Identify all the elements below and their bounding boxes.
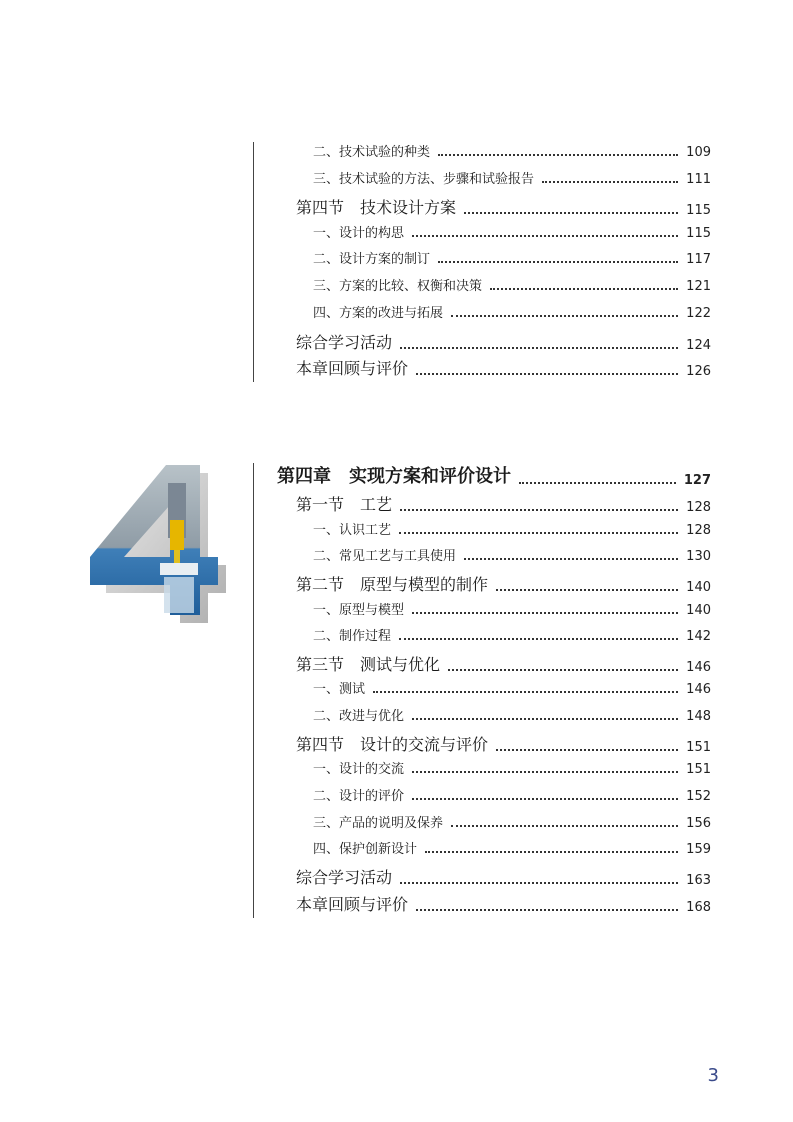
dot-leader [464,557,678,560]
toc-entry-title: 一、原型与模型 [313,603,405,618]
toc-entry-title: 一、设计的构思 [313,226,405,241]
toc-entry-page: 127 [683,473,711,488]
dot-leader [496,748,678,751]
toc-entry-page: 151 [686,740,711,755]
dot-leader [542,180,678,183]
toc-entry-page: 142 [686,629,711,644]
dot-leader [416,908,678,911]
dot-leader [496,588,678,591]
toc-entry-page: 111 [686,172,711,187]
toc-entry-title: 第四节 技术设计方案 [296,198,457,217]
toc-entry-title: 三、技术试验的方法、步骤和试验报告 [313,172,535,187]
toc-section-entry[interactable] [296,865,711,888]
toc-entry-title: 一、认识工艺 [313,523,392,538]
toc-entry-page: 117 [686,252,711,267]
toc-entry-page: 121 [686,279,711,294]
toc-entry-page: 152 [686,789,711,804]
toc-subsection-entry[interactable] [313,275,711,294]
toc-section-entry[interactable] [296,195,711,218]
toc-entry-title: 四、保护创新设计 [313,842,418,857]
toc-subsection-entry[interactable] [313,625,711,644]
toc-entry-title: 一、测试 [313,682,366,697]
toc-entry-title: 第一节 工艺 [296,495,393,514]
toc-entry-title: 本章回顾与评价 [296,359,409,378]
dot-leader [464,211,678,214]
toc-entry-page: 128 [686,523,711,538]
toc-entry-page: 159 [686,842,711,857]
toc-entry-page: 115 [686,226,711,241]
dot-leader [416,372,678,375]
toc-entry-title: 综合学习活动 [296,333,393,352]
toc-subsection-entry[interactable] [313,838,711,857]
toc-entry-page: 122 [686,306,711,321]
dot-leader [412,234,678,237]
toc-subsection-entry[interactable] [313,248,711,267]
dot-leader [425,850,678,853]
toc-entry-title: 三、产品的说明及保养 [313,816,444,831]
toc-entry-page: 163 [686,873,711,888]
toc-subsection-entry[interactable] [313,678,711,697]
toc-subsection-entry[interactable] [313,222,711,241]
dot-leader [438,260,678,263]
toc-section-entry[interactable] [296,356,711,379]
toc-entry-page: 146 [686,660,711,675]
toc-subsection-entry[interactable] [313,705,711,724]
toc-chapter-entry[interactable] [277,462,711,488]
toc-entry-title: 综合学习活动 [296,868,393,887]
toc-entry-title: 二、设计的评价 [313,789,405,804]
toc-entry-title: 第二节 原型与模型的制作 [296,575,489,594]
toc-entry-title: 二、常见工艺与工具使用 [313,549,457,564]
toc-entry-title: 二、设计方案的制订 [313,252,431,267]
toc-entry-title: 第四节 设计的交流与评价 [296,735,489,754]
dot-leader [373,690,678,693]
toc-section-entry[interactable] [296,652,711,675]
dot-leader [448,668,678,671]
dot-leader [399,531,678,534]
dot-leader [400,881,678,884]
toc-subsection-entry[interactable] [313,785,711,804]
toc-entry-page: 130 [686,549,711,564]
page-number: 3 [707,1065,719,1086]
toc-entry-title: 一、设计的交流 [313,762,405,777]
dot-leader [438,153,678,156]
toc-section-entry[interactable] [296,892,711,915]
toc-entry-page: 168 [686,900,711,915]
toc-entry-title: 三、方案的比较、权衡和决策 [313,279,483,294]
toc-entry-title: 本章回顾与评价 [296,895,409,914]
toc-subsection-entry[interactable] [313,141,711,160]
dot-leader [412,770,678,773]
dot-leader [400,346,678,349]
dot-leader [400,508,678,511]
toc-section-entry[interactable] [296,330,711,353]
toc-entry-title: 第四章 实现方案和评价设计 [277,466,511,487]
toc-entry-page: 128 [686,500,711,515]
toc-entry-page: 109 [686,145,711,160]
toc-entry-page: 126 [686,364,711,379]
toc-subsection-entry[interactable] [313,812,711,831]
toc-subsection-entry[interactable] [313,545,711,564]
toc-entry-page: 115 [686,203,711,218]
toc-subsection-entry[interactable] [313,519,711,538]
dot-leader [451,824,678,827]
toc-subsection-entry[interactable] [313,599,711,618]
toc-entry-page: 124 [686,338,711,353]
toc-entry-page: 146 [686,682,711,697]
dot-leader [490,287,678,290]
toc-entry-title: 二、制作过程 [313,629,392,644]
dot-leader [412,797,678,800]
dot-leader [399,637,678,640]
toc-entry-page: 140 [686,580,711,595]
toc-section-entry[interactable] [296,572,711,595]
toc-entry-page: 148 [686,709,711,724]
dot-leader [519,481,676,484]
toc-entry-page: 151 [686,762,711,777]
dot-leader [412,611,678,614]
toc-entry-title: 第三节 测试与优化 [296,655,441,674]
toc-section-entry[interactable] [296,492,711,515]
toc-subsection-entry[interactable] [313,758,711,777]
toc-entry-page: 156 [686,816,711,831]
dot-leader [412,717,678,720]
toc-section-entry[interactable] [296,732,711,755]
toc-entry-title: 二、改进与优化 [313,709,405,724]
toc-subsection-entry[interactable] [313,302,711,321]
toc-entry-page: 140 [686,603,711,618]
toc-entry-title: 四、方案的改进与拓展 [313,306,444,321]
toc-subsection-entry[interactable] [313,168,711,187]
dot-leader [451,314,678,317]
toc-entry-title: 二、技术试验的种类 [313,145,431,160]
